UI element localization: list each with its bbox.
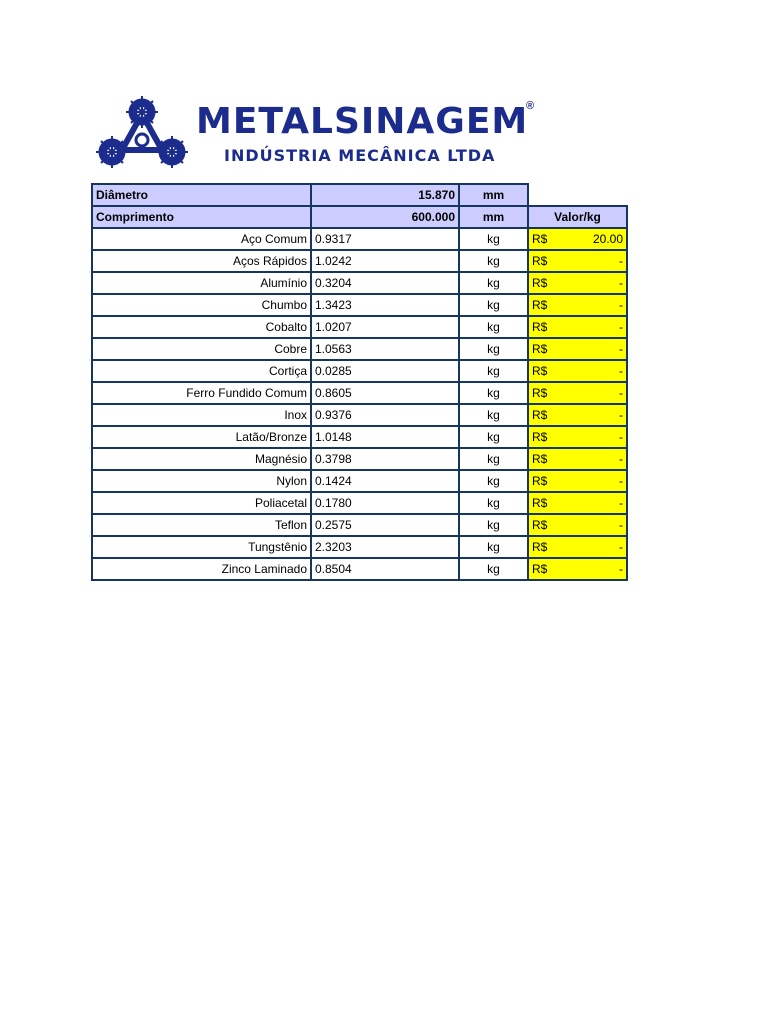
table-row [92, 558, 627, 580]
currency-symbol: R$ [532, 254, 548, 268]
price-per-kg-cell[interactable] [528, 272, 627, 294]
currency-symbol: R$ [532, 430, 548, 444]
material-name: Zinco Laminado [92, 558, 311, 580]
length-row [92, 206, 627, 228]
material-name: Latão/Bronze [92, 426, 311, 448]
price-per-kg-cell[interactable] [528, 470, 627, 492]
price-per-kg-cell[interactable] [528, 404, 627, 426]
price-per-kg-header: Valor/kg [528, 206, 627, 228]
weight-unit: kg [459, 470, 528, 492]
diameter-row [92, 184, 627, 206]
weight-unit: kg [459, 316, 528, 338]
material-name: Aços Rápidos [92, 250, 311, 272]
price-value: - [619, 254, 623, 268]
weight-unit: kg [459, 228, 528, 250]
weight-unit: kg [459, 514, 528, 536]
table-row [92, 492, 627, 514]
currency-symbol: R$ [532, 518, 548, 532]
length-unit: mm [459, 206, 528, 228]
price-per-kg-cell[interactable] [528, 360, 627, 382]
length-label: Comprimento [92, 206, 311, 228]
currency-symbol: R$ [532, 562, 548, 576]
weight-unit: kg [459, 360, 528, 382]
price-per-kg-cell[interactable] [528, 558, 627, 580]
material-weight: 0.8605 [311, 382, 459, 404]
price-value: - [619, 518, 623, 532]
price-per-kg-cell[interactable] [528, 294, 627, 316]
company-header [96, 96, 556, 170]
material-weight: 2.3203 [311, 536, 459, 558]
material-name: Tungstênio [92, 536, 311, 558]
price-value: - [619, 342, 623, 356]
material-name: Poliacetal [92, 492, 311, 514]
price-per-kg-cell[interactable] [528, 426, 627, 448]
currency-symbol: R$ [532, 276, 548, 290]
material-name: Inox [92, 404, 311, 426]
weight-unit: kg [459, 558, 528, 580]
table-row [92, 360, 627, 382]
material-name: Chumbo [92, 294, 311, 316]
table-row [92, 250, 627, 272]
table-row [92, 294, 627, 316]
table-row [92, 536, 627, 558]
price-value: - [619, 276, 623, 290]
empty-cell [528, 184, 627, 206]
price-per-kg-cell[interactable] [528, 316, 627, 338]
diameter-unit: mm [459, 184, 528, 206]
material-name: Alumínio [92, 272, 311, 294]
table-row [92, 514, 627, 536]
price-value: - [619, 320, 623, 334]
material-name: Aço Comum [92, 228, 311, 250]
material-weight-table [91, 183, 628, 581]
weight-unit: kg [459, 382, 528, 404]
material-name: Teflon [92, 514, 311, 536]
price-value: - [619, 364, 623, 378]
currency-symbol: R$ [532, 364, 548, 378]
price-value: - [619, 408, 623, 422]
weight-unit: kg [459, 294, 528, 316]
table-row [92, 448, 627, 470]
weight-unit: kg [459, 404, 528, 426]
material-weight: 0.3798 [311, 448, 459, 470]
currency-symbol: R$ [532, 408, 548, 422]
material-weight: 0.2575 [311, 514, 459, 536]
material-weight: 0.0285 [311, 360, 459, 382]
weight-unit: kg [459, 272, 528, 294]
company-name: METALSINAGEM [196, 101, 529, 142]
price-per-kg-cell[interactable] [528, 514, 627, 536]
weight-unit: kg [459, 536, 528, 558]
material-weight: 0.1780 [311, 492, 459, 514]
material-weight: 0.9317 [311, 228, 459, 250]
weight-unit: kg [459, 448, 528, 470]
price-per-kg-cell[interactable] [528, 338, 627, 360]
weight-unit: kg [459, 492, 528, 514]
weight-unit: kg [459, 250, 528, 272]
material-weight: 0.9376 [311, 404, 459, 426]
price-value: 20.00 [592, 232, 623, 246]
material-weight: 1.0563 [311, 338, 459, 360]
currency-symbol: R$ [532, 496, 548, 510]
price-value: - [619, 540, 623, 554]
diameter-label: Diâmetro [92, 184, 311, 206]
material-weight: 1.3423 [311, 294, 459, 316]
price-per-kg-cell[interactable] [528, 536, 627, 558]
currency-symbol: R$ [532, 386, 548, 400]
registered-mark: ® [526, 100, 535, 112]
price-per-kg-cell[interactable] [528, 382, 627, 404]
company-subtitle: INDÚSTRIA MECÂNICA LTDA [224, 146, 496, 165]
diameter-value[interactable]: 15.870 [311, 184, 459, 206]
price-per-kg-cell[interactable] [528, 250, 627, 272]
currency-symbol: R$ [532, 474, 548, 488]
material-name: Magnésio [92, 448, 311, 470]
company-logo-icon [96, 96, 188, 168]
material-name: Ferro Fundido Comum [92, 382, 311, 404]
price-per-kg-cell[interactable] [528, 228, 627, 250]
weight-unit: kg [459, 426, 528, 448]
material-weight: 1.0148 [311, 426, 459, 448]
table-row [92, 338, 627, 360]
currency-symbol: R$ [532, 342, 548, 356]
price-value: - [619, 496, 623, 510]
currency-symbol: R$ [532, 298, 548, 312]
currency-symbol: R$ [532, 232, 548, 246]
length-value[interactable]: 600.000 [311, 206, 459, 228]
weight-unit: kg [459, 338, 528, 360]
price-per-kg-cell[interactable] [528, 448, 627, 470]
price-value: - [619, 298, 623, 312]
material-name: Cobre [92, 338, 311, 360]
price-value: - [619, 562, 623, 576]
material-weight: 1.0207 [311, 316, 459, 338]
price-per-kg-cell[interactable] [528, 492, 627, 514]
table-row [92, 470, 627, 492]
material-weight: 1.0242 [311, 250, 459, 272]
table-row [92, 382, 627, 404]
price-value: - [619, 430, 623, 444]
price-value: - [619, 474, 623, 488]
table-row [92, 316, 627, 338]
price-value: - [619, 452, 623, 466]
table-row [92, 404, 627, 426]
table-row [92, 426, 627, 448]
material-weight: 0.8504 [311, 558, 459, 580]
table-row [92, 228, 627, 250]
currency-symbol: R$ [532, 452, 548, 466]
material-name: Cobalto [92, 316, 311, 338]
price-value: - [619, 386, 623, 400]
material-name: Nylon [92, 470, 311, 492]
currency-symbol: R$ [532, 320, 548, 334]
material-weight: 0.3204 [311, 272, 459, 294]
currency-symbol: R$ [532, 540, 548, 554]
table-row [92, 272, 627, 294]
material-name: Cortiça [92, 360, 311, 382]
material-weight: 0.1424 [311, 470, 459, 492]
